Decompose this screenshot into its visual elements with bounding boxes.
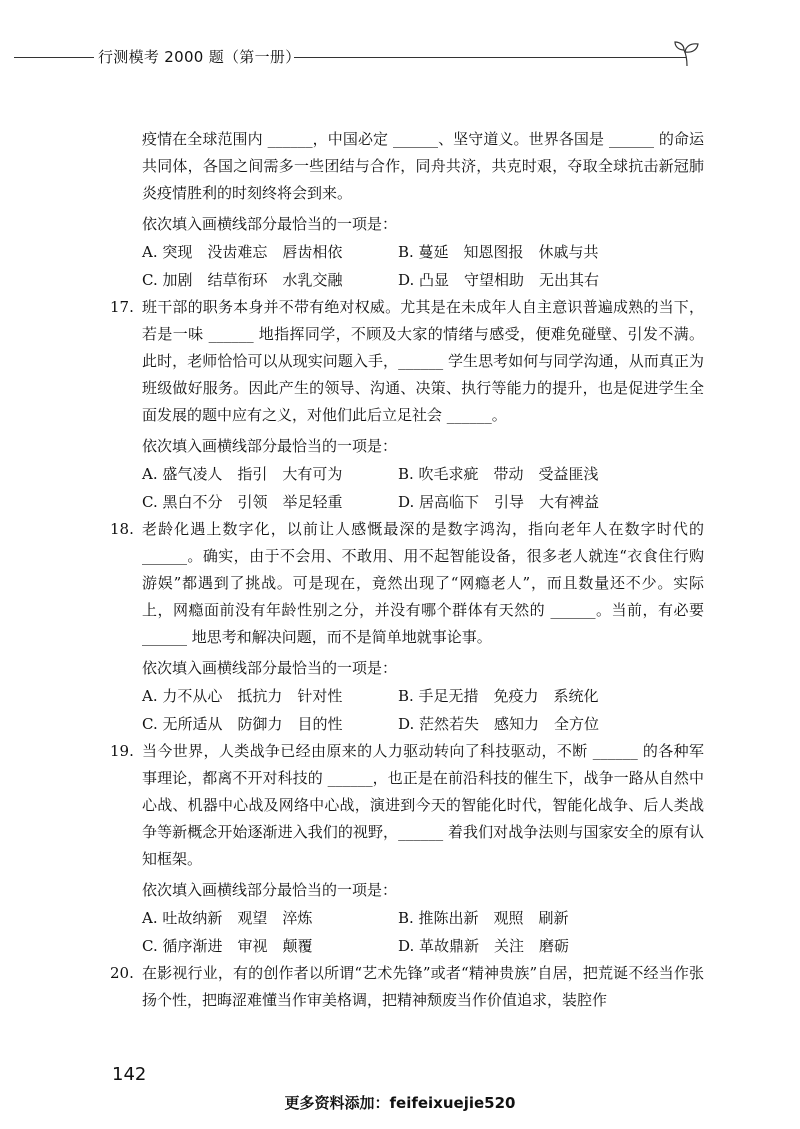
option-a: A. 吐故纳新 观望 淬炼 — [142, 909, 313, 927]
question-text: 老龄化遇上数字化，以前让人感慨最深的是数字鸿沟，指向老年人在数字时代的 ______。确实，由于不会用、不敢用、用不起智能设备，很多老人就连“衣食住行购游娱”都遇到了挑战。可是现在，竟然出现了“网瘾老人”，而且数量还不少。实际上，网瘾面前没有年龄性别之分，并没有哪个群体有天然的 ______。当前，有必要 ______ 地思考和解决问题，而不是简单地就事论事。 — [142, 520, 704, 646]
header-title: 行测模考 2000 题（第一册） — [98, 48, 301, 66]
option-d: D. 凸显 守望相助 无出其右 — [398, 271, 600, 289]
option-d: D. 居高临下 引导 大有裨益 — [398, 493, 600, 511]
question-18 — [112, 516, 704, 738]
option-a: A. 突现 没齿难忘 唇齿相依 — [142, 243, 343, 261]
options — [112, 904, 704, 960]
sprout-icon — [672, 38, 702, 68]
options — [112, 238, 704, 294]
header-rule-left — [14, 57, 94, 58]
option-b: B. 推陈出新 观照 刷新 — [398, 909, 569, 927]
question-text: 班干部的职务本身并不带有绝对权威。尤其是在未成年人自主意识普遍成熟的当下，若是一味 ______ 地指挥同学，不顾及大家的情绪与感受，便难免碰壁、引发不满。此时，老师恰恰可以从现实问题入手，______ 学生思考如何与同学沟通，从而真正为班级做好服务。因此产生的领导、沟通、决策、执行等能力的提升，也是促进学生全面发展的题中应有之义，对他们此后立足社会 ______。 — [142, 298, 704, 424]
question-number: 18. — [110, 520, 134, 538]
option-b: B. 手足无措 免疫力 系统化 — [398, 687, 599, 705]
question-number: 17. — [110, 298, 134, 316]
question-text: 疫情在全球范围内 ______，中国必定 ______、坚守道义。世界各国是 ______ 的命运共同体，各国之间需多一些团结与合作，同舟共济，共克时艰，夺取全球抗击新冠肺炎疫情胜利的时刻终将会到来。 — [142, 130, 704, 202]
question-text: 在影视行业，有的创作者以所谓“艺术先锋”或者“精神贵族”自居，把荒诞不经当作张扬个性，把晦涩难懂当作审美格调，把精神颓废当作价值追求，装腔作 — [142, 964, 704, 1009]
footer-note: 更多资料添加：feifeixuejie520 — [284, 1094, 516, 1112]
option-c: C. 黑白不分 引领 举足轻重 — [142, 493, 343, 511]
header-rule-right — [294, 57, 686, 58]
question-16-continuation — [112, 126, 704, 294]
question-19 — [112, 738, 704, 960]
question-prompt: 依次填入画横线部分最恰当的一项是： — [142, 215, 398, 233]
option-c: C. 无所适从 防御力 目的性 — [142, 715, 343, 733]
option-d: D. 革故鼎新 关注 磨砺 — [398, 937, 570, 955]
page-content — [112, 126, 704, 1014]
question-number: 19. — [110, 742, 134, 760]
option-d: D. 茫然若失 感知力 全方位 — [398, 715, 600, 733]
question-text: 当今世界，人类战争已经由原来的人力驱动转向了科技驱动，不断 ______ 的各种军事理论，都离不开对科技的 ______，也正是在前沿科技的催生下，战争一路从自然中心战、机器中心战及网络中心战，演进到今天的智能化时代，智能化战争、后人类战争等新概念开始逐渐进入我们的视野，______ 着我们对战争法则与国家安全的原有认知框架。 — [142, 742, 704, 868]
running-header — [0, 40, 800, 76]
question-17 — [112, 294, 704, 516]
option-c: C. 加剧 结草衔环 水乳交融 — [142, 271, 343, 289]
option-c: C. 循序渐进 审视 颠覆 — [142, 937, 313, 955]
option-a: A. 盛气凌人 指引 大有可为 — [142, 465, 343, 483]
question-number: 20. — [110, 964, 134, 982]
options — [112, 460, 704, 516]
page-number: 142 — [112, 1064, 147, 1085]
options — [112, 682, 704, 738]
question-20 — [112, 960, 704, 1014]
option-b: B. 蔓延 知恩图报 休戚与共 — [398, 243, 599, 261]
question-prompt: 依次填入画横线部分最恰当的一项是： — [142, 881, 398, 899]
question-prompt: 依次填入画横线部分最恰当的一项是： — [142, 659, 398, 677]
option-a: A. 力不从心 抵抗力 针对性 — [142, 687, 343, 705]
question-prompt: 依次填入画横线部分最恰当的一项是： — [142, 437, 398, 455]
option-b: B. 吹毛求疵 带动 受益匪浅 — [398, 465, 599, 483]
